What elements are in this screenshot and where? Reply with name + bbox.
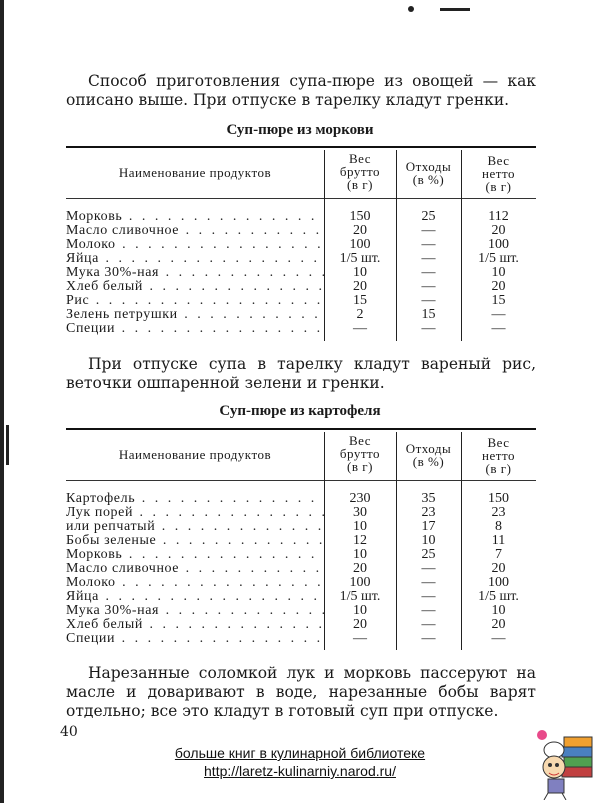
header-waste: Отходы (в %) (405, 441, 452, 469)
weight-netto: 20 (491, 223, 506, 238)
scan-speck (408, 6, 414, 12)
table-row (66, 562, 536, 576)
product-name: Специи . . . (66, 322, 324, 336)
weight-brutto: 30 (353, 505, 367, 520)
waste-percent: — (421, 251, 436, 266)
weight-netto: 20 (491, 279, 506, 294)
header-rule (66, 480, 536, 481)
waste-percent: — (421, 237, 436, 252)
weight-netto: 10 (491, 265, 506, 280)
weight-brutto: 10 (353, 265, 367, 280)
table-row (66, 548, 536, 562)
weight-netto: 150 (488, 491, 509, 506)
recipe-title: Суп-пюре из картофеля (219, 403, 381, 419)
table-row (66, 492, 536, 506)
scan-speck (440, 8, 470, 11)
page-number: 40 (60, 724, 78, 740)
weight-netto: 1/5 шт. (478, 589, 519, 604)
weight-brutto: 1/5 шт. (339, 589, 381, 604)
weight-brutto: — (353, 321, 367, 336)
weight-brutto: 230 (349, 491, 371, 506)
weight-netto: 8 (495, 519, 502, 534)
text-line: отдельно; все это кладут в готовый суп при отпуске. (66, 702, 499, 720)
table-top-rule (66, 146, 536, 148)
weight-brutto: 10 (353, 603, 367, 618)
table-body (66, 210, 536, 336)
waste-percent: — (421, 617, 436, 632)
weight-brutto: 20 (353, 223, 367, 238)
waste-percent: — (421, 265, 436, 280)
product-name: Молоко . . . (66, 238, 324, 252)
product-name: Мука 30%-ная . . . (66, 604, 324, 618)
header-waste: Отходы (в %) (405, 159, 452, 187)
table-row (66, 618, 536, 632)
chef-with-books-logo (534, 725, 594, 800)
weight-netto: 100 (488, 237, 509, 252)
product-name: Рис . . . (66, 294, 324, 308)
weight-netto: 1/5 шт. (478, 251, 519, 266)
weight-brutto: 100 (349, 575, 371, 590)
product-name: Зелень петрушки . . . (66, 308, 324, 322)
weight-brutto: 100 (349, 237, 371, 252)
text-line: При отпуске супа в тарелку кладут вареный рис, (88, 355, 536, 373)
weight-netto: — (491, 307, 506, 322)
waste-percent: 35 (421, 491, 436, 506)
weight-brutto: 15 (353, 293, 367, 308)
weight-brutto: 10 (353, 547, 367, 562)
waste-percent: — (421, 321, 436, 336)
ingredients-table (66, 146, 536, 341)
header-netto: Вес нетто (в г) (482, 153, 515, 194)
table-row (66, 224, 536, 238)
weight-netto: 20 (491, 617, 506, 632)
product-name: Яйца . . . (66, 252, 324, 266)
table-row (66, 210, 536, 224)
weight-netto: 7 (495, 547, 502, 562)
waste-percent: — (421, 631, 436, 646)
weight-brutto: 150 (349, 209, 371, 224)
text-line: веточки ошпаренной зелени и гренки. (66, 374, 385, 392)
waste-percent: — (421, 603, 436, 618)
text-line: масле и доваривают в воде, нарезанные бобы варят (66, 683, 536, 701)
weight-brutto: 1/5 шт. (339, 251, 381, 266)
weight-netto: 20 (491, 561, 506, 576)
intro-paragraph (66, 72, 536, 110)
scan-edge (0, 0, 4, 803)
waste-percent: 17 (421, 519, 436, 534)
table-row (66, 590, 536, 604)
product-name: Яйца . . . (66, 590, 324, 604)
product-name: или репчатый . . . (66, 520, 324, 534)
weight-brutto: 12 (353, 533, 367, 548)
weight-netto: 15 (491, 293, 506, 308)
waste-percent: — (421, 279, 436, 294)
product-name: Масло сливочное . . . (66, 562, 324, 576)
waste-percent: 25 (421, 547, 436, 562)
weight-netto: 100 (488, 575, 509, 590)
weight-brutto: — (353, 631, 367, 646)
weight-netto: 10 (491, 603, 506, 618)
product-name: Молоко . . . (66, 576, 324, 590)
weight-brutto: 20 (353, 561, 367, 576)
table-row (66, 534, 536, 548)
product-name: Морковь . . . (66, 210, 324, 224)
table-row (66, 266, 536, 280)
header-name: Наименование продуктов (118, 165, 272, 180)
waste-percent: — (421, 589, 436, 604)
waste-percent: 25 (421, 209, 436, 224)
table-row (66, 506, 536, 520)
weight-brutto: 20 (353, 279, 367, 294)
table-row (66, 294, 536, 308)
table-row (66, 632, 536, 646)
table-top-rule (66, 428, 536, 430)
product-name: Хлеб белый . . . (66, 280, 324, 294)
weight-netto: 23 (491, 505, 506, 520)
table-row (66, 322, 536, 336)
waste-percent: — (421, 223, 436, 238)
product-name: Бобы зеленые . . . (66, 534, 324, 548)
waste-percent: — (421, 575, 436, 590)
table-row (66, 238, 536, 252)
weight-brutto: 20 (353, 617, 367, 632)
product-name: Картофель . . . (66, 492, 324, 506)
product-name: Специи . . . (66, 632, 324, 646)
waste-percent: — (421, 293, 436, 308)
product-name: Морковь . . . (66, 548, 324, 562)
waste-percent: — (421, 561, 436, 576)
recipe-title: Суп-пюре из моркови (226, 122, 374, 138)
waste-percent: 15 (421, 307, 436, 322)
table-row (66, 252, 536, 266)
weight-brutto: 10 (353, 519, 367, 534)
product-name: Хлеб белый . . . (66, 618, 324, 632)
table-row (66, 308, 536, 322)
weight-netto: — (491, 631, 506, 646)
waste-percent: 10 (421, 533, 436, 548)
footer (0, 744, 600, 780)
text-line: описано выше. При отпуске в тарелку кладут гренки. (66, 91, 510, 109)
table-row (66, 604, 536, 618)
final-paragraph (66, 664, 536, 721)
header-brutto: Вес брутто (в г) (339, 151, 381, 192)
header-brutto: Вес брутто (в г) (339, 433, 381, 474)
table-row (66, 280, 536, 294)
ingredients-table (66, 428, 536, 650)
product-name: Масло сливочное . . . (66, 224, 324, 238)
library-link[interactable]: больше книг в кулинарной библиотеке (174, 745, 426, 761)
text-line: Способ приготовления супа-пюре из овощей — как (88, 72, 536, 90)
text-line: Нарезанные соломкой лук и морковь пассеруют на (88, 664, 536, 682)
weight-netto: — (491, 321, 506, 336)
product-name: Мука 30%-ная . . . (66, 266, 324, 280)
waste-percent: 23 (421, 505, 436, 520)
weight-netto: 11 (491, 533, 506, 548)
header-name: Наименование продуктов (118, 447, 272, 462)
table-row (66, 520, 536, 534)
weight-netto: 112 (488, 209, 509, 224)
middle-paragraph (66, 355, 536, 393)
weight-brutto: 2 (356, 307, 364, 322)
product-name: Лук порей . . . (66, 506, 324, 520)
table-body (66, 492, 536, 646)
header-netto: Вес нетто (в г) (482, 435, 515, 476)
library-url-link[interactable]: http://laretz-kulinarniy.narod.ru/ (204, 763, 396, 779)
table-row (66, 576, 536, 590)
header-rule (66, 198, 536, 199)
scan-speck (6, 425, 9, 465)
